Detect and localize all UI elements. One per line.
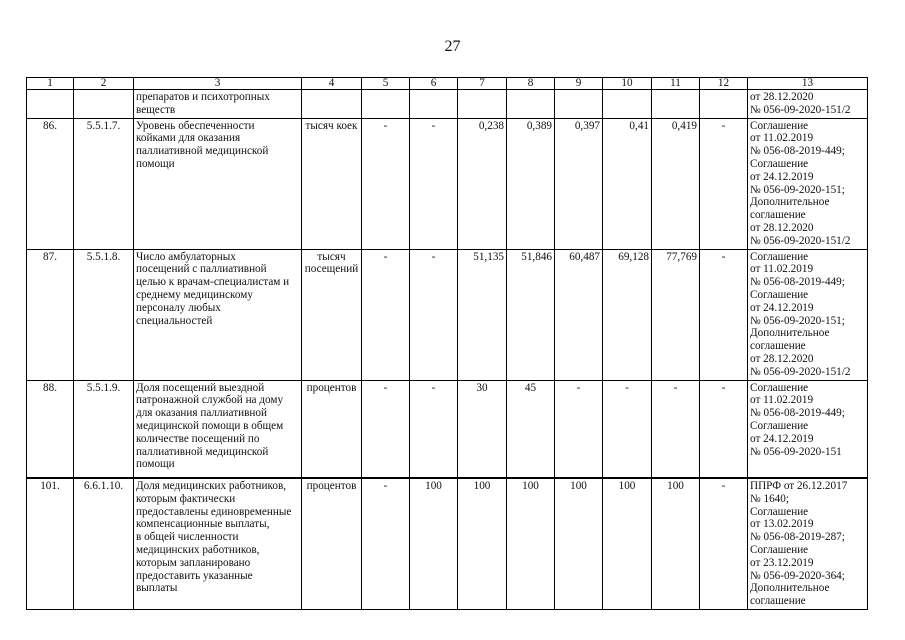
value-cell: - — [652, 380, 700, 478]
value-cell: 60,487 — [555, 249, 603, 380]
header-cell: 1 — [27, 78, 74, 90]
value-cell: - — [700, 478, 748, 609]
value-cell: - — [603, 380, 652, 478]
basis-document: Соглашение от 11.02.2019 № 056-08-2019-449; Соглашение от 24.12.2019 № 056-09-2020-151; Дополнительное соглашение от 28.12.2020 № 056-09-2020-151/2 — [748, 249, 868, 380]
header-cell: 4 — [302, 78, 362, 90]
value-cell: - — [362, 478, 410, 609]
value-cell: 77,769 — [652, 249, 700, 380]
value-cell — [362, 90, 410, 119]
value-cell: 100 — [603, 478, 652, 609]
value-cell: 30 — [458, 380, 507, 478]
indicator-table — [26, 77, 868, 610]
row-code — [74, 90, 134, 119]
value-cell: 51,135 — [458, 249, 507, 380]
value-cell: - — [700, 249, 748, 380]
basis-document: ППРФ от 26.12.2017 № 1640; Соглашение от 13.02.2019 № 056-08-2019-287; Соглашение от 23.12.2019 № 056-09-2020-364; Дополнительное соглашение — [748, 478, 868, 609]
value-cell: 100 — [458, 478, 507, 609]
header-cell: 10 — [603, 78, 652, 90]
header-cell: 12 — [700, 78, 748, 90]
value-cell: 100 — [652, 478, 700, 609]
value-cell: - — [700, 118, 748, 249]
indicator-name: Число амбулаторных посещений с паллиативной целью к врачам-специалистам и среднему медицинскому персоналу любых специальностей — [134, 249, 302, 380]
value-cell — [458, 90, 507, 119]
value-cell: - — [700, 380, 748, 478]
basis-document: Соглашение от 11.02.2019 № 056-08-2019-449; Соглашение от 24.12.2019 № 056-09-2020-151; Дополнительное соглашение от 28.12.2020 № 056-09-2020-151/2 — [748, 118, 868, 249]
table-row — [27, 380, 868, 478]
row-number: 87. — [27, 249, 74, 380]
header-cell: 2 — [74, 78, 134, 90]
value-cell — [700, 90, 748, 119]
value-cell: 45 — [507, 380, 555, 478]
unit: процентов — [302, 380, 362, 478]
indicator-name: Уровень обеспеченности койками для оказания паллиативной медицинской помощи — [134, 118, 302, 249]
unit — [302, 90, 362, 119]
basis-document: от 28.12.2020 № 056-09-2020-151/2 — [748, 90, 868, 119]
table-header-row — [27, 78, 868, 90]
row-number: 88. — [27, 380, 74, 478]
header-cell: 9 — [555, 78, 603, 90]
value-cell: - — [362, 380, 410, 478]
row-code: 6.6.1.10. — [74, 478, 134, 609]
value-cell: - — [555, 380, 603, 478]
table-row — [27, 90, 868, 119]
header-cell: 6 — [410, 78, 458, 90]
value-cell — [652, 90, 700, 119]
value-cell: 0,238 — [458, 118, 507, 249]
value-cell: - — [362, 249, 410, 380]
row-code: 5.5.1.8. — [74, 249, 134, 380]
header-cell: 8 — [507, 78, 555, 90]
value-cell — [555, 90, 603, 119]
value-cell: 0,397 — [555, 118, 603, 249]
value-cell: - — [410, 118, 458, 249]
row-number: 101. — [27, 478, 74, 609]
header-cell: 3 — [134, 78, 302, 90]
page-number: 27 — [444, 38, 461, 55]
value-cell: - — [362, 118, 410, 249]
indicator-name: препаратов и психотропных веществ — [134, 90, 302, 119]
value-cell: 0,389 — [507, 118, 555, 249]
indicator-name: Доля медицинских работников, которым фактически предоставлены единовременные компенсационные выплаты, в общей численности медицинских работников, которым запланировано предоставить указанные выплаты — [134, 478, 302, 609]
table-row — [27, 118, 868, 249]
header-cell: 7 — [458, 78, 507, 90]
basis-document: Соглашение от 11.02.2019 № 056-08-2019-449; Соглашение от 24.12.2019 № 056-09-2020-151 — [748, 380, 868, 478]
table-row — [27, 478, 868, 609]
value-cell: - — [410, 380, 458, 478]
unit: процентов — [302, 478, 362, 609]
header-cell: 5 — [362, 78, 410, 90]
header-cell: 13 — [748, 78, 868, 90]
row-number — [27, 90, 74, 119]
value-cell: 0,419 — [652, 118, 700, 249]
unit: тысяч коек — [302, 118, 362, 249]
value-cell — [603, 90, 652, 119]
row-code: 5.5.1.7. — [74, 118, 134, 249]
table-row — [27, 249, 868, 380]
unit: тысяч посещений — [302, 249, 362, 380]
value-cell: - — [410, 249, 458, 380]
value-cell: 69,128 — [603, 249, 652, 380]
header-cell: 11 — [652, 78, 700, 90]
row-number: 86. — [27, 118, 74, 249]
value-cell: 0,41 — [603, 118, 652, 249]
value-cell: 51,846 — [507, 249, 555, 380]
value-cell: 100 — [410, 478, 458, 609]
value-cell: 100 — [507, 478, 555, 609]
row-code: 5.5.1.9. — [74, 380, 134, 478]
value-cell — [507, 90, 555, 119]
value-cell — [410, 90, 458, 119]
value-cell: 100 — [555, 478, 603, 609]
indicator-name: Доля посещений выездной патронажной службой на дому для оказания паллиативной медицинской помощи в общем количестве посещений по паллиативной медицинской помощи — [134, 380, 302, 478]
